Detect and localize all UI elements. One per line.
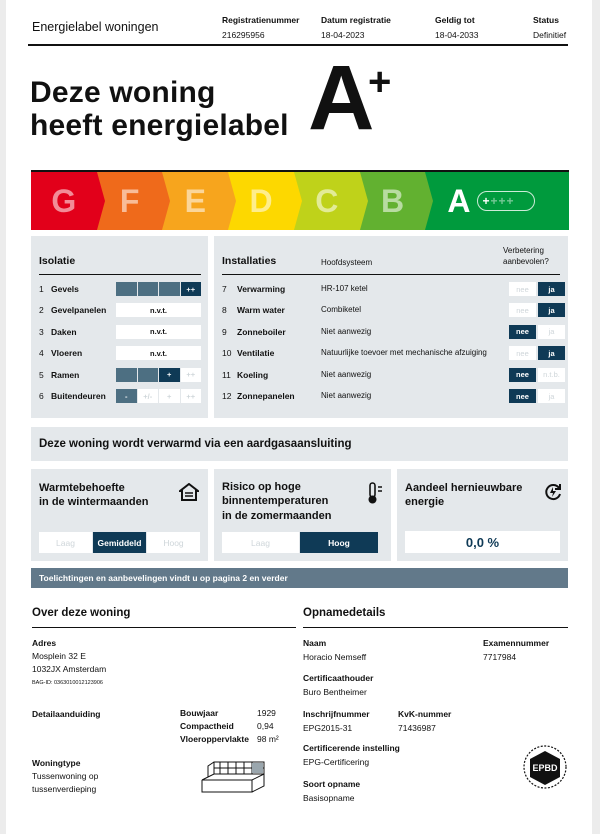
energy-band-c: C [294,172,360,230]
status: Status Definitief [533,15,567,40]
epbd-logo-icon [522,744,568,790]
isolatie-level-cell [159,282,180,296]
installatie-row-label: 8 Warm water [222,305,285,316]
isolatie-value: n.v.t. [116,325,201,339]
renewable-share-value: 0,0 % [405,531,560,553]
installatie-system: Niet aanwezig [321,391,372,400]
info-bar: Toelichtingen en aanbevelingen vindt u op pagina 2 en verder [31,568,568,588]
kvk-label: KvK-nummer [398,709,452,719]
energy-band-g: G [31,172,97,230]
installatie-system: Niet aanwezig [321,326,372,336]
energy-band-a: A + +++ [425,172,569,230]
improve-nee-cell: nee [509,325,536,339]
examennummer-label: Examennummer [483,638,550,648]
hoofdsysteem-header: Hoofdsysteem [321,258,373,267]
opname-title: Opnamedetails [303,607,386,619]
warmte-option-laag: Laag [39,532,92,553]
thermometer-icon [366,481,384,505]
warmte-title: Warmtebehoefte in de wintermaanden [39,482,149,509]
energy-scale [31,170,569,230]
warmte-option-gemiddeld: Gemiddeld [93,532,146,553]
plus-indicator: + +++ [477,191,535,211]
isolatie-level-cell: - [116,389,137,403]
fact-value: 98 m² [257,734,279,744]
isolatie-level-cell: ++ [181,368,202,382]
adres-value: Mosplein 32 E 1032JX Amsterdam [32,651,107,674]
bag-id: BAG-ID: 0363010012123906 [32,680,103,686]
document-title: Energielabel woningen [32,20,159,34]
improve-ja-cell: ja [538,389,565,403]
isolatie-level-cell: ++ [181,389,202,403]
isolatie-row-label: 3 Daken [39,326,77,337]
instelling-label: Certificerende instelling [303,743,400,753]
installatie-row-label: 11 Koeling [222,369,269,380]
instelling-value: EPG-Certificering [303,757,370,767]
isolatie-level-cell: + [159,368,180,382]
isolatie-level-cell [116,368,137,382]
installatie-row-label: 9 Zonneboiler [222,326,286,337]
certificaathouder-label: Certificaathouder [303,673,374,683]
isolatie-row-label: 6 Buitendeuren [39,391,106,401]
installatie-row-label: 10 Ventilatie [222,348,275,359]
improve-nee-cell: nee [509,389,536,403]
detail-label: Detailaanduiding [32,709,101,719]
fact-label: Compactheid [180,721,234,731]
building-type-icon [200,758,270,794]
risico-panel [214,469,391,561]
verbetering-header: Verbetering aanbevolen? [503,246,549,266]
naam-label: Naam [303,638,327,648]
fact-value: 0,94 [257,721,274,731]
heating-bar: Deze woning wordt verwarmd via een aardgasaansluiting [31,427,568,461]
divider [39,274,201,275]
improve-ja-cell: n.t.b. [538,368,565,382]
isolatie-level-cell: ++ [181,282,202,296]
headline: Deze woning heeft energielabel [30,76,289,142]
isolatie-row-label: 4 Vloeren [39,348,83,359]
registration-date: Datum registratie 18-04-2023 [321,15,391,40]
energy-label-page [6,0,592,834]
divider [303,627,568,628]
house-heat-icon [179,483,199,501]
improve-ja-cell: ja [538,325,565,339]
installatie-system: Niet aanwezig [321,369,372,379]
energy-band-d: D [228,172,294,230]
fact-value: 1929 [257,708,276,718]
woningtype-value: Tussenwoning op tussenverdieping [32,771,99,794]
isolatie-level-cell [116,282,137,296]
risico-option-laag: Laag [222,532,299,553]
isolatie-level-cell: + [159,389,180,403]
warmte-option-hoog: Hoog [147,532,200,553]
installaties-panel [214,236,568,418]
svg-text:EPBD: EPBD [532,763,558,773]
isolatie-level-cell: +/- [138,389,159,403]
improve-ja-cell: ja [538,346,565,360]
inschrijfnummer-label: Inschrijfnummer [303,709,370,719]
improve-ja-cell: ja [538,303,565,317]
woningtype-label: Woningtype [32,758,81,768]
certificaathouder-value: Buro Bentheimer [303,687,367,697]
installaties-title: Installaties [222,255,277,267]
naam-value: Horacio Nemseff [303,652,367,662]
improve-nee-cell: nee [509,303,536,317]
adres-label: Adres [32,638,57,648]
aandeel-panel [397,469,568,561]
installatie-row-label: 12 Zonnepanelen [222,391,295,401]
improve-nee-cell: nee [509,368,536,382]
registration-number: Registratienummer 216295956 [222,15,300,40]
divider [222,274,560,275]
valid-until: Geldig tot 18-04-2033 [435,15,479,40]
isolatie-level-cell [138,368,159,382]
installatie-system: HR-107 ketel [321,284,368,293]
divider [32,627,296,628]
over-title: Over deze woning [32,607,131,619]
isolatie-title: Isolatie [39,255,76,267]
isolatie-row-label: 5 Ramen [39,369,80,380]
kvk-value: 71436987 [398,723,436,733]
installatie-system: Combiketel [321,305,362,315]
fact-label: Bouwjaar [180,708,219,718]
isolatie-panel [31,236,208,418]
improve-ja-cell: ja [538,282,565,296]
fact-label: Vloeroppervlakte [180,734,249,744]
improve-nee-cell: nee [509,282,536,296]
energy-band-f: F [97,172,163,230]
installatie-row-label: 7 Verwarming [222,284,286,294]
inschrijfnummer-value: EPG2015-31 [303,723,353,733]
isolatie-row-label: 2 Gevelpanelen [39,305,107,316]
improve-nee-cell: nee [509,346,536,360]
soort-label: Soort opname [303,779,361,789]
examennummer-value: 7717984 [483,652,517,662]
risico-title: Risico op hoge binnentemperaturen in de zomermaanden [222,481,332,522]
risico-option-hoog: Hoog [300,532,378,553]
label-plus: + [368,60,392,104]
isolatie-level-cell [138,282,159,296]
label-letter: A [308,47,375,149]
soort-value: Basisopname [303,793,355,803]
energy-band-b: B [360,172,426,230]
isolatie-row-label: 1 Gevels [39,284,79,294]
installatie-system: Natuurlijke toevoer met mechanische afzuiging [321,348,487,358]
warmte-panel [31,469,208,561]
header-divider [28,44,568,46]
aandeel-title: Aandeel hernieuwbare energie [405,482,523,509]
isolatie-value: n.v.t. [116,303,201,317]
recycle-energy-icon [543,482,563,502]
isolatie-value: n.v.t. [116,346,201,360]
energy-band-e: E [162,172,228,230]
